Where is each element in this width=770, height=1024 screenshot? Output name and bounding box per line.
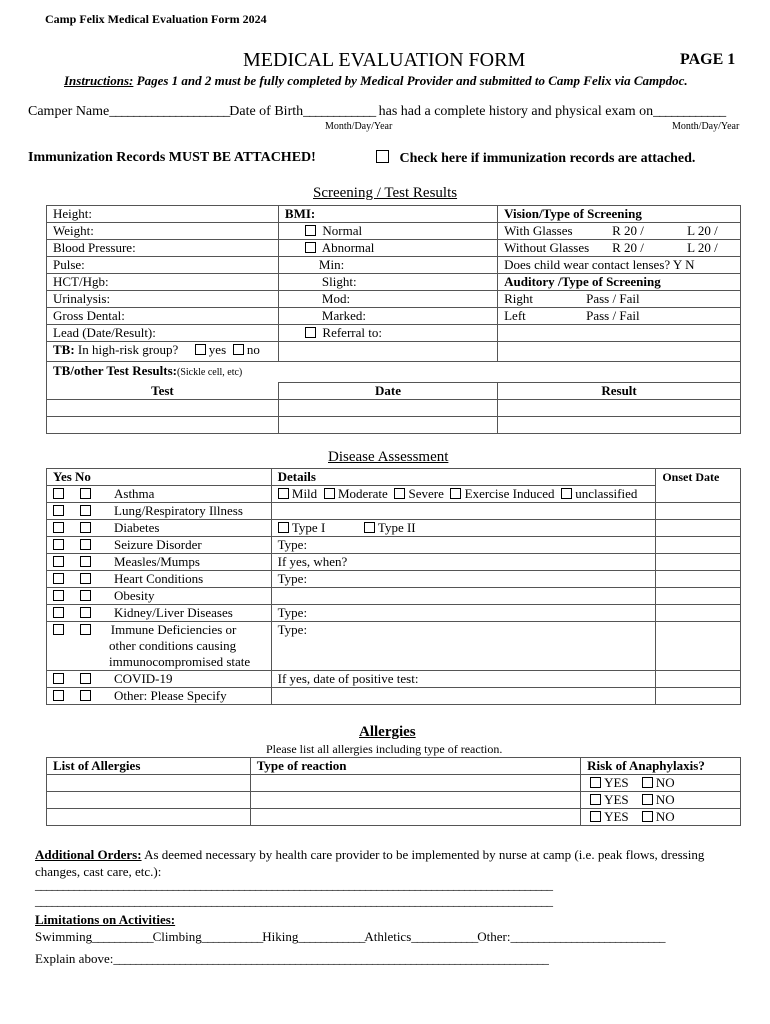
limitations-label: Limitations on Activities: xyxy=(35,912,176,927)
checkbox-icon[interactable] xyxy=(53,556,64,567)
table-row xyxy=(47,342,741,362)
checkbox-icon[interactable] xyxy=(53,505,64,516)
orders-field-1[interactable]: ______________________________________________________________________________________________ xyxy=(35,877,552,892)
detail-cell[interactable]: Type: xyxy=(271,537,656,554)
condition-lung xyxy=(47,503,272,520)
auditory-title: Auditory /Type of Screening xyxy=(498,274,741,291)
tb-other-row xyxy=(47,362,741,383)
onset-cell[interactable] xyxy=(656,622,741,671)
disease-table xyxy=(46,468,741,705)
condition-heart xyxy=(47,571,272,588)
instructions-label: Instructions: xyxy=(64,73,134,88)
checkbox-icon[interactable] xyxy=(53,590,64,601)
test-cell[interactable] xyxy=(47,417,279,434)
instructions xyxy=(64,73,688,89)
checkbox-icon[interactable] xyxy=(642,811,653,822)
checkbox-icon[interactable] xyxy=(53,607,64,618)
empty-cell xyxy=(498,325,741,342)
reaction-cell[interactable] xyxy=(250,775,580,792)
immune-cont-2: immunocompromised state xyxy=(109,654,251,669)
checkbox-icon[interactable] xyxy=(450,488,461,499)
table-row xyxy=(47,400,741,417)
tb-question: In high-risk group? xyxy=(74,342,179,357)
diabetes-details xyxy=(271,520,656,537)
detail-cell[interactable]: If yes, when? xyxy=(271,554,656,571)
checkbox-icon[interactable] xyxy=(305,225,316,236)
table-row xyxy=(47,554,741,571)
table-row xyxy=(47,308,741,325)
bmi-normal[interactable] xyxy=(278,223,497,240)
allergy-cell[interactable] xyxy=(47,809,251,826)
table-row xyxy=(47,417,741,434)
top-title: Camp Felix Medical Evaluation Form 2024 xyxy=(45,12,267,26)
dob-field[interactable]: ____________ xyxy=(303,104,376,119)
detail-exercise: Exercise Induced xyxy=(464,486,555,501)
dob-label: Date of Birth xyxy=(229,104,304,119)
weight-label: Weight: xyxy=(47,223,279,240)
urinalysis-label: Urinalysis: xyxy=(47,291,279,308)
bp-label: Blood Pressure: xyxy=(47,240,279,257)
condition-label: Heart Conditions xyxy=(114,571,204,586)
screening-table xyxy=(46,205,741,434)
checkbox-icon[interactable] xyxy=(305,327,316,338)
tb-label: TB: xyxy=(53,342,75,357)
page-label: PAGE 1 xyxy=(680,51,736,68)
climbing-field[interactable]: ___________ xyxy=(201,929,263,944)
condition-label: Asthma xyxy=(114,486,155,501)
bmi-normal-label: Normal xyxy=(322,223,363,238)
table-row xyxy=(47,688,741,705)
list-allergies-header: List of Allergies xyxy=(47,758,251,775)
onset-cell[interactable] xyxy=(656,671,741,688)
camper-name-field[interactable]: ____________________ xyxy=(109,104,230,119)
checkbox-icon[interactable] xyxy=(53,673,64,684)
checkbox-icon[interactable] xyxy=(53,522,64,533)
detail-cell[interactable] xyxy=(271,503,656,520)
no-label: NO xyxy=(655,775,675,790)
exam-date-field[interactable]: ____________ xyxy=(653,104,726,119)
checkbox-icon[interactable] xyxy=(80,690,91,701)
without-glasses-label: Without Glasses xyxy=(504,240,590,255)
detail-mild: Mild xyxy=(291,486,318,501)
explain-label: Explain above: xyxy=(35,951,114,966)
detail-cell[interactable]: If yes, date of positive test: xyxy=(271,671,656,688)
date-cell[interactable] xyxy=(278,417,497,434)
table-row xyxy=(47,622,741,671)
table-row xyxy=(47,240,741,257)
reaction-header: Type of reaction xyxy=(250,758,580,775)
condition-label: COVID-19 xyxy=(114,671,173,686)
other-label: Other: xyxy=(477,929,511,944)
with-glasses-label: With Glasses xyxy=(504,223,573,238)
allergy-cell[interactable] xyxy=(47,775,251,792)
bmi-marked: Marked: xyxy=(278,308,497,325)
orders-label: Additional Orders: xyxy=(35,847,142,862)
yes-no-header: Yes No xyxy=(47,469,272,486)
immunization-required: Immunization Records MUST BE ATTACHED! xyxy=(28,150,316,165)
hiking-field[interactable]: ____________ xyxy=(298,929,365,944)
climbing-label: Climbing xyxy=(152,929,202,944)
onset-header: Onset Date xyxy=(656,469,741,503)
condition-label: Other: Please Specify xyxy=(114,688,227,703)
tb-row xyxy=(47,342,279,362)
explain-line xyxy=(35,951,548,967)
explain-field[interactable]: _______________________________________________________________________________ xyxy=(113,951,548,966)
condition-label: Obesity xyxy=(114,588,155,603)
table-row xyxy=(47,571,741,588)
athletics-label: Athletics xyxy=(364,929,412,944)
checkbox-icon[interactable] xyxy=(80,624,91,635)
condition-other xyxy=(47,688,272,705)
detail-cell[interactable] xyxy=(271,688,656,705)
allergies-table xyxy=(46,757,741,826)
condition-measles xyxy=(47,554,272,571)
checkbox-icon[interactable] xyxy=(53,573,64,584)
disease-title: Disease Assessment xyxy=(328,449,449,465)
checkbox-icon[interactable] xyxy=(80,573,91,584)
condition-obesity xyxy=(47,588,272,605)
checkbox-icon[interactable] xyxy=(278,488,289,499)
lead-label: Lead (Date/Result): xyxy=(47,325,279,342)
checkbox-icon[interactable] xyxy=(233,344,244,355)
condition-asthma xyxy=(47,486,272,503)
onset-cell[interactable] xyxy=(656,571,741,588)
table-row xyxy=(47,469,741,486)
table-row xyxy=(47,223,741,240)
onset-cell[interactable] xyxy=(656,588,741,605)
immunization-checkbox-label: Check here if immunization records are attached. xyxy=(399,151,696,166)
yes-label: YES xyxy=(604,792,629,807)
bmi-referral[interactable] xyxy=(278,325,497,342)
other-field[interactable]: ____________________________ xyxy=(510,929,665,944)
camper-line xyxy=(28,104,725,120)
auditory-right xyxy=(498,291,741,308)
detail-cell[interactable]: Type: xyxy=(271,571,656,588)
table-row xyxy=(47,588,741,605)
table-row xyxy=(47,671,741,688)
condition-covid xyxy=(47,671,272,688)
dob-hint: Month/Day/Year xyxy=(325,121,393,132)
contacts-question: Does child wear contact lenses? Y N xyxy=(498,257,741,274)
checkbox-icon[interactable] xyxy=(53,539,64,550)
detail-severe: Severe xyxy=(408,486,444,501)
hct-label: HCT/Hgb: xyxy=(47,274,279,291)
empty-cell xyxy=(498,342,741,362)
condition-kidney xyxy=(47,605,272,622)
checkbox-icon[interactable] xyxy=(642,794,653,805)
result-cell[interactable] xyxy=(498,400,741,417)
table-row xyxy=(47,809,741,826)
orders-line-2: changes, cast care, etc.): xyxy=(35,864,162,879)
bmi-abnormal-label: Abnormal xyxy=(321,240,375,255)
condition-label: Lung/Respiratory Illness xyxy=(114,503,243,518)
tb-other-label: TB/other Test Results: xyxy=(53,363,177,378)
checkbox-icon[interactable] xyxy=(80,488,91,499)
table-row xyxy=(47,792,741,809)
orders-field-2[interactable]: ______________________________________________________________________________________________ xyxy=(35,893,552,908)
condition-label: Seizure Disorder xyxy=(114,537,202,552)
yes-label: YES xyxy=(604,809,629,824)
date-cell[interactable] xyxy=(278,400,497,417)
reaction-cell[interactable] xyxy=(250,809,580,826)
allergies-title: Allergies xyxy=(359,724,416,740)
onset-cell[interactable] xyxy=(656,688,741,705)
height-label: Height: xyxy=(47,206,279,223)
bmi-label: BMI: xyxy=(278,206,497,223)
date-col-header: Date xyxy=(278,383,497,400)
bmi-abnormal[interactable] xyxy=(278,240,497,257)
checkbox-icon[interactable] xyxy=(305,242,316,253)
l20-label: L 20 / xyxy=(687,223,718,238)
detail-cell[interactable]: Type: xyxy=(271,622,656,671)
checkbox-icon[interactable] xyxy=(394,488,405,499)
onset-cell[interactable] xyxy=(656,605,741,622)
tb-no: no xyxy=(246,342,260,357)
table-row xyxy=(47,537,741,554)
empty-cell xyxy=(278,342,497,362)
table-row xyxy=(47,325,741,342)
risk-cell xyxy=(581,792,741,809)
swimming-field[interactable]: ___________ xyxy=(92,929,153,944)
checkbox-icon[interactable] xyxy=(80,505,91,516)
table-row xyxy=(47,257,741,274)
checkbox-icon[interactable] xyxy=(364,522,375,533)
table-row xyxy=(47,503,741,520)
pass-fail-label: Pass / Fail xyxy=(586,291,640,306)
orders-text: As deemed necessary by health care provider to be implemented by nurse at camp (i.e. peak flows, dressing xyxy=(141,847,705,862)
no-label: NO xyxy=(655,809,675,824)
bmi-min: Min: xyxy=(278,257,497,274)
allergy-cell[interactable] xyxy=(47,792,251,809)
condition-label: Measles/Mumps xyxy=(114,554,200,569)
right-label: Right xyxy=(504,291,534,306)
pulse-label: Pulse: xyxy=(47,257,279,274)
risk-cell xyxy=(581,775,741,792)
checkbox-icon[interactable] xyxy=(53,690,64,701)
checkbox-icon[interactable] xyxy=(80,590,91,601)
no-label: NO xyxy=(655,792,675,807)
vision-title: Vision/Type of Screening xyxy=(498,206,741,223)
exam-hint: Month/Day/Year xyxy=(672,121,740,132)
detail-cell[interactable] xyxy=(271,588,656,605)
result-col-header: Result xyxy=(498,383,741,400)
checkbox-icon[interactable] xyxy=(53,488,64,499)
checkbox-icon[interactable] xyxy=(642,777,653,788)
bmi-slight: Slight: xyxy=(278,274,497,291)
r20-label: R 20 / xyxy=(612,240,644,255)
checkbox-icon[interactable] xyxy=(278,522,289,533)
checkbox-icon[interactable] xyxy=(376,150,389,163)
test-cell[interactable] xyxy=(47,400,279,417)
form-title: MEDICAL EVALUATION FORM xyxy=(243,49,526,71)
result-cell[interactable] xyxy=(498,417,741,434)
vision-with-glasses xyxy=(498,223,741,240)
onset-cell[interactable] xyxy=(656,537,741,554)
tb-other-note: (Sickle cell, etc) xyxy=(177,367,243,378)
checkbox-icon[interactable] xyxy=(80,556,91,567)
dental-label: Gross Dental: xyxy=(47,308,279,325)
checkbox-icon[interactable] xyxy=(80,539,91,550)
hiking-label: Hiking xyxy=(262,929,299,944)
table-row xyxy=(47,486,741,503)
left-label: Left xyxy=(504,308,526,323)
reaction-cell[interactable] xyxy=(250,792,580,809)
instructions-text: Pages 1 and 2 must be fully completed by Medical Provider and submitted to Camp Felix via Campdoc. xyxy=(133,73,688,88)
onset-cell[interactable] xyxy=(656,503,741,520)
screening-title: Screening / Test Results xyxy=(313,185,458,201)
condition-label: Immune Deficiencies or xyxy=(110,622,237,637)
table-row xyxy=(47,362,741,383)
detail-unclassified: unclassified xyxy=(575,486,638,501)
checkbox-icon[interactable] xyxy=(324,488,335,499)
yes-label: YES xyxy=(604,775,629,790)
tb-yes: yes xyxy=(208,342,227,357)
immunization-check[interactable] xyxy=(376,150,695,167)
condition-seizure xyxy=(47,537,272,554)
table-row xyxy=(47,383,741,400)
type1-label: Type I xyxy=(291,520,326,535)
r20-label: R 20 / xyxy=(612,223,644,238)
checkbox-icon[interactable] xyxy=(80,673,91,684)
condition-diabetes xyxy=(47,520,272,537)
vision-without-glasses xyxy=(498,240,741,257)
checkbox-icon[interactable] xyxy=(80,607,91,618)
limitations-line xyxy=(35,929,664,945)
allergies-subtitle: Please list all allergies including type of reaction. xyxy=(266,742,503,756)
table-row xyxy=(47,206,741,223)
orders-line-1 xyxy=(35,847,704,863)
test-col-header: Test xyxy=(47,383,279,400)
checkbox-icon[interactable] xyxy=(195,344,206,355)
checkbox-icon[interactable] xyxy=(80,522,91,533)
onset-cell[interactable] xyxy=(656,520,741,537)
checkbox-icon[interactable] xyxy=(561,488,572,499)
bmi-mod: Mod: xyxy=(278,291,497,308)
checkbox-icon[interactable] xyxy=(590,777,601,788)
checkbox-icon[interactable] xyxy=(590,811,601,822)
athletics-field[interactable]: ____________ xyxy=(411,929,478,944)
table-row xyxy=(47,291,741,308)
pass-fail-label: Pass / Fail xyxy=(586,308,640,323)
checkbox-icon[interactable] xyxy=(53,624,64,635)
l20-label: L 20 / xyxy=(687,240,718,255)
table-row xyxy=(47,775,741,792)
condition-label: Kidney/Liver Diseases xyxy=(114,605,233,620)
swimming-label: Swimming xyxy=(35,929,93,944)
auditory-left xyxy=(498,308,741,325)
risk-header: Risk of Anaphylaxis? xyxy=(581,758,741,775)
condition-immune xyxy=(47,622,272,671)
detail-moderate: Moderate xyxy=(337,486,388,501)
table-row xyxy=(47,520,741,537)
checkbox-icon[interactable] xyxy=(590,794,601,805)
table-row xyxy=(47,758,741,775)
onset-cell[interactable] xyxy=(656,554,741,571)
risk-cell xyxy=(581,809,741,826)
immune-cont-1: other conditions causing xyxy=(109,638,237,653)
details-header: Details xyxy=(271,469,656,486)
type2-label: Type II xyxy=(377,520,416,535)
table-row xyxy=(47,274,741,291)
asthma-details xyxy=(271,486,656,503)
camper-name-label: Camper Name xyxy=(28,104,110,119)
table-row xyxy=(47,605,741,622)
referral-label: Referral to: xyxy=(322,325,382,340)
condition-label: Diabetes xyxy=(114,520,160,535)
detail-cell[interactable]: Type: xyxy=(271,605,656,622)
exam-text: has had a complete history and physical exam on xyxy=(375,104,654,119)
